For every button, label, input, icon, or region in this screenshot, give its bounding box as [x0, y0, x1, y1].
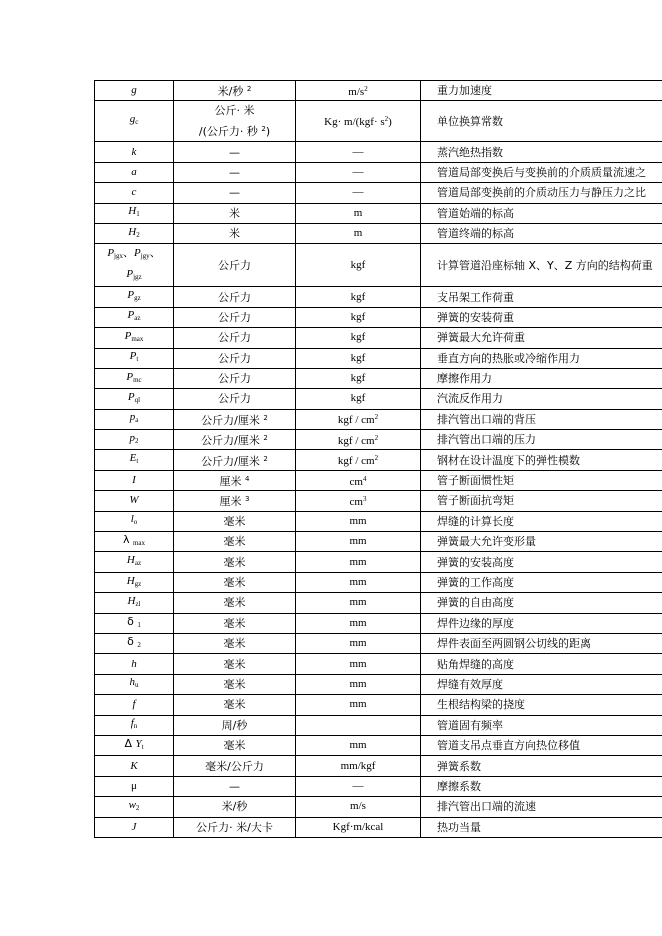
description-cell: 热功当量: [421, 817, 662, 837]
description-cell: 弹簧的安装高度: [421, 552, 662, 572]
unit-cn-cell: 毫米: [174, 593, 296, 613]
symbol-cell: Pjgx、Pjgy、 Pjgz: [95, 244, 174, 287]
table-row: [95, 532, 662, 552]
unit-en-cell: $m/s^2$: [296, 81, 421, 101]
unit-en-cell: m/s: [296, 797, 421, 817]
symbol-cell: H1: [95, 203, 174, 223]
table-row: [95, 695, 662, 715]
unit-en-cell: mm/kgf: [296, 756, 421, 776]
unit-en-cell: mm: [296, 674, 421, 694]
table-row: [95, 101, 662, 142]
symbol-cell: λ max: [95, 532, 174, 552]
table-row: [95, 409, 662, 429]
unit-en-cell: mm: [296, 572, 421, 592]
symbol-cell: c: [95, 183, 174, 203]
description-cell: 弹簧的工作高度: [421, 572, 662, 592]
table-row: [95, 307, 662, 327]
table-row: [95, 797, 662, 817]
symbol-cell: Haz: [95, 552, 174, 572]
symbol-cell: J: [95, 817, 174, 837]
unit-en-cell: —: [296, 162, 421, 182]
unit-en-cell: —: [296, 183, 421, 203]
symbol-cell: Paz: [95, 307, 174, 327]
description-cell: 排汽管出口端的背压: [421, 409, 662, 429]
description-cell: 钢材在设计温度下的弹性模数: [421, 450, 662, 470]
table-row: [95, 511, 662, 531]
unit-cn-cell: 公斤力: [174, 287, 296, 307]
table-row: [95, 244, 662, 287]
description-cell: 管道支吊点垂直方向热位移值: [421, 735, 662, 755]
unit-cn-cell: 厘米 $^3$: [174, 491, 296, 511]
unit-cn-cell: —: [174, 183, 296, 203]
unit-cn-cell: —: [174, 776, 296, 796]
unit-en-cell: mm: [296, 511, 421, 531]
unit-cn-cell: 毫米/公斤力: [174, 756, 296, 776]
unit-en-cell: mm: [296, 654, 421, 674]
unit-cn-cell: 公斤力: [174, 328, 296, 348]
unit-en-cell: mm: [296, 593, 421, 613]
unit-cn-cell: 米/秒 $^2$: [174, 81, 296, 101]
table-row: [95, 430, 662, 450]
description-cell: 弹簧系数: [421, 756, 662, 776]
unit-en-cell: kgf: [296, 287, 421, 307]
symbol-cell: Pgz: [95, 287, 174, 307]
description-cell: 焊件表面至两圆钢公切线的距离: [421, 633, 662, 653]
symbol-cell: f: [95, 695, 174, 715]
unit-en-cell: m: [296, 203, 421, 223]
unit-en-cell: mm: [296, 552, 421, 572]
description-cell: 排汽管出口端的压力: [421, 430, 662, 450]
symbol-cell: p2: [95, 430, 174, 450]
unit-en-cell: kgf / $cm^2$: [296, 409, 421, 429]
table-row: [95, 776, 662, 796]
description-cell: 蒸汽绝热指数: [421, 142, 662, 162]
unit-cn-cell: 毫米: [174, 511, 296, 531]
symbol-cell: Pt: [95, 348, 174, 368]
symbol-cell: H2: [95, 223, 174, 243]
unit-cn-cell: 公斤力/厘米 $^2$: [174, 409, 296, 429]
unit-en-cell: —: [296, 142, 421, 162]
table-row: [95, 552, 662, 572]
unit-en-cell: $Kg\cdot m/(kgf\cdot s^2)$: [296, 101, 421, 142]
unit-cn-cell: 公斤力: [174, 307, 296, 327]
description-cell: 摩擦系数: [421, 776, 662, 796]
symbol-cell: Pmax: [95, 328, 174, 348]
unit-en-cell: m: [296, 223, 421, 243]
unit-en-cell: mm: [296, 695, 421, 715]
table-row: [95, 348, 662, 368]
unit-en-cell: $cm^4$: [296, 470, 421, 490]
unit-en-cell: —: [296, 776, 421, 796]
symbol-cell: Pmc: [95, 368, 174, 388]
description-cell: 焊缝有效厚度: [421, 674, 662, 694]
unit-cn-cell: 公斤力: [174, 389, 296, 409]
description-cell: 焊缝的计算长度: [421, 511, 662, 531]
unit-en-cell: kgf: [296, 307, 421, 327]
table-row: [95, 572, 662, 592]
symbol-cell: I: [95, 470, 174, 490]
unit-cn-cell: 公斤力: [174, 368, 296, 388]
unit-cn-cell: 毫米: [174, 654, 296, 674]
unit-cn-cell: 毫米: [174, 695, 296, 715]
unit-cn-cell: 米/秒: [174, 797, 296, 817]
symbol-table: [94, 80, 662, 838]
unit-cn-cell: 毫米: [174, 735, 296, 755]
symbol-cell: δ 1: [95, 613, 174, 633]
symbol-cell: lo: [95, 511, 174, 531]
description-cell: 弹簧的自由高度: [421, 593, 662, 613]
unit-cn-cell: 米: [174, 223, 296, 243]
symbol-cell: Et: [95, 450, 174, 470]
description-cell: 管子断面抗弯矩: [421, 491, 662, 511]
unit-cn-cell: 毫米: [174, 532, 296, 552]
symbol-cell: δ 2: [95, 633, 174, 653]
table-row: [95, 368, 662, 388]
description-cell: 摩擦作用力: [421, 368, 662, 388]
unit-cn-cell: 公斤· 米 /(公斤力· 秒 $^2$): [174, 101, 296, 142]
unit-en-cell: kgf / $cm^2$: [296, 430, 421, 450]
table-row: [95, 715, 662, 735]
description-cell: 管道局部变换后与变换前的介质质量流速之: [421, 162, 662, 182]
symbol-cell: Hgz: [95, 572, 174, 592]
symbol-cell: Δ Yt: [95, 735, 174, 755]
symbol-cell: h: [95, 654, 174, 674]
unit-en-cell: mm: [296, 613, 421, 633]
description-cell: 管子断面惯性矩: [421, 470, 662, 490]
description-cell: 弹簧最大允许变形量: [421, 532, 662, 552]
table-row: [95, 223, 662, 243]
table-row: [95, 470, 662, 490]
unit-cn-cell: —: [174, 162, 296, 182]
table-row: [95, 203, 662, 223]
unit-en-cell: kgf: [296, 368, 421, 388]
description-cell: 管道固有频率: [421, 715, 662, 735]
unit-en-cell: kgf: [296, 244, 421, 287]
symbol-cell: μ: [95, 776, 174, 796]
table-row: [95, 817, 662, 837]
unit-cn-cell: 厘米 $^4$: [174, 470, 296, 490]
table-row: [95, 328, 662, 348]
table-row: [95, 491, 662, 511]
unit-cn-cell: 毫米: [174, 633, 296, 653]
table-row: [95, 613, 662, 633]
description-cell: 垂直方向的热胀或冷缩作用力: [421, 348, 662, 368]
unit-cn-cell: 公斤力: [174, 348, 296, 368]
table-row: [95, 450, 662, 470]
symbol-cell: gc: [95, 101, 174, 142]
table-row: [95, 593, 662, 613]
symbol-cell: g: [95, 81, 174, 101]
description-cell: 单位换算常数: [421, 101, 662, 142]
description-cell: 管道终端的标高: [421, 223, 662, 243]
symbol-cell: K: [95, 756, 174, 776]
unit-cn-cell: —: [174, 142, 296, 162]
unit-cn-cell: 周/秒: [174, 715, 296, 735]
description-cell: 管道始端的标高: [421, 203, 662, 223]
unit-en-cell: kgf / $cm^2$: [296, 450, 421, 470]
table-row: [95, 633, 662, 653]
table-row: [95, 654, 662, 674]
unit-cn-cell: 毫米: [174, 572, 296, 592]
symbol-cell: k: [95, 142, 174, 162]
symbol-cell: W: [95, 491, 174, 511]
description-cell: 排汽管出口端的流速: [421, 797, 662, 817]
table-row: [95, 142, 662, 162]
symbol-cell: Pql: [95, 389, 174, 409]
symbol-cell: pa: [95, 409, 174, 429]
unit-cn-cell: 公斤力/厘米 $^2$: [174, 430, 296, 450]
table-row: [95, 756, 662, 776]
description-cell: 计算管道沿座标轴 X、Y、Z 方向的结构荷重: [421, 244, 662, 287]
unit-en-cell: kgf: [296, 328, 421, 348]
symbol-cell: Hzl: [95, 593, 174, 613]
unit-en-cell: mm: [296, 532, 421, 552]
table-row: [95, 287, 662, 307]
table-row: [95, 389, 662, 409]
table-row: [95, 162, 662, 182]
table-row: [95, 674, 662, 694]
symbol-cell: fn: [95, 715, 174, 735]
description-cell: 管道局部变换前的介质动压力与静压力之比: [421, 183, 662, 203]
symbol-cell: a: [95, 162, 174, 182]
symbol-cell: w2: [95, 797, 174, 817]
unit-en-cell: mm: [296, 633, 421, 653]
description-cell: 弹簧最大允许荷重: [421, 328, 662, 348]
unit-cn-cell: 公斤力· 米/大卡: [174, 817, 296, 837]
unit-cn-cell: 公斤力/厘米 $^2$: [174, 450, 296, 470]
description-cell: 汽流反作用力: [421, 389, 662, 409]
table-row: [95, 183, 662, 203]
unit-en-cell: kgf: [296, 389, 421, 409]
table-row: [95, 735, 662, 755]
unit-cn-cell: 毫米: [174, 552, 296, 572]
unit-cn-cell: 毫米: [174, 674, 296, 694]
unit-en-cell: $cm^3$: [296, 491, 421, 511]
symbol-cell: hu: [95, 674, 174, 694]
unit-cn-cell: 毫米: [174, 613, 296, 633]
unit-cn-cell: 公斤力: [174, 244, 296, 287]
unit-en-cell: [296, 715, 421, 735]
description-cell: 重力加速度: [421, 81, 662, 101]
description-cell: 弹簧的安装荷重: [421, 307, 662, 327]
description-cell: 生根结构梁的挠度: [421, 695, 662, 715]
description-cell: 焊件边缘的厚度: [421, 613, 662, 633]
unit-en-cell: kgf: [296, 348, 421, 368]
unit-en-cell: Kgf·m/kcal: [296, 817, 421, 837]
unit-cn-cell: 米: [174, 203, 296, 223]
description-cell: 贴角焊缝的高度: [421, 654, 662, 674]
unit-en-cell: mm: [296, 735, 421, 755]
table-row: [95, 81, 662, 101]
description-cell: 支吊架工作荷重: [421, 287, 662, 307]
